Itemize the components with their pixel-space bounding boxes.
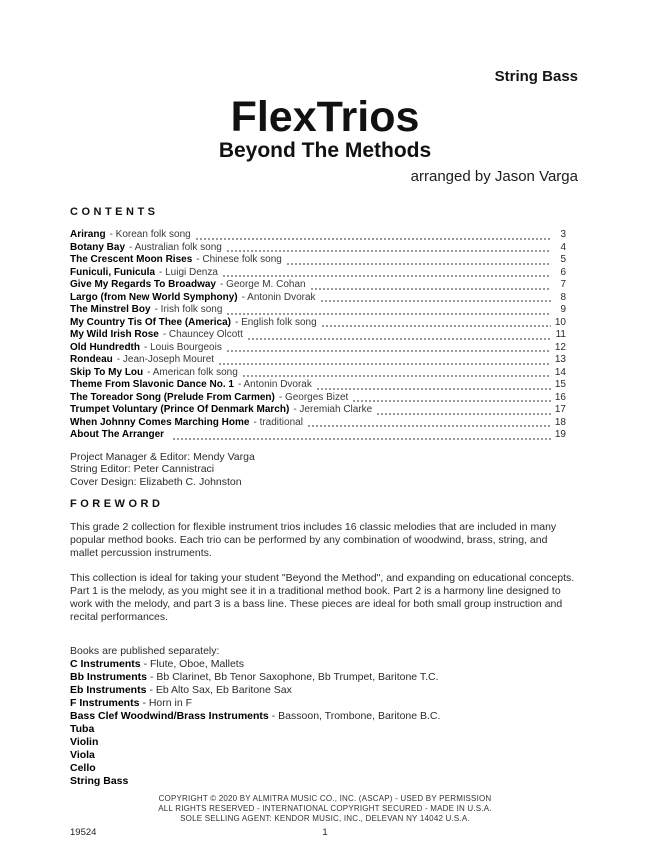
page-title: FlexTrios <box>230 93 420 141</box>
page-subtitle: Beyond The Methods <box>218 139 432 162</box>
toc-row <box>70 342 566 355</box>
toc-row <box>70 229 566 242</box>
credit-line: Project Manager & Editor: Mendy Varga <box>70 450 255 463</box>
copyright-block <box>70 794 580 824</box>
toc-page-number: 10 <box>554 316 566 328</box>
toc-row <box>70 392 566 405</box>
toc-row <box>70 317 566 330</box>
toc-composer: - traditional <box>253 416 303 428</box>
foreword-paragraph: This grade 2 collection for flexible instrument trios includes 16 classic melodies that are included in many popular method books. Each trio can be performed by any combination of woodwind, brass, string, and mallet percussion instruments. <box>70 521 557 559</box>
book-name: Tuba <box>70 723 95 735</box>
toc-page-number: 8 <box>560 291 566 303</box>
toc-row <box>70 267 566 280</box>
toc-page-number: 15 <box>554 379 566 390</box>
page-number: 1 <box>322 827 328 838</box>
book-item <box>70 775 580 788</box>
toc-song-title: Largo (from New World Symphony) <box>70 291 238 303</box>
book-name: Bass Clef Woodwind/Brass Instruments <box>70 710 269 722</box>
toc-page-number: 5 <box>560 254 566 265</box>
toc-row <box>70 329 566 342</box>
books-list <box>70 645 580 788</box>
toc-page-number: 12 <box>554 341 566 353</box>
toc-page-number: 19 <box>554 429 566 440</box>
toc-song-title: Botany Bay <box>70 241 126 253</box>
credit-line: Cover Design: Elizabeth C. Johnston <box>70 475 242 488</box>
toc-composer: - Chinese folk song <box>196 254 282 265</box>
toc-page-number: 16 <box>554 391 566 403</box>
book-name: Violin <box>70 736 99 748</box>
credit-line: String Editor: Peter Cannistraci <box>70 463 215 475</box>
toc-song-title: The Toreador Song (Prelude From Carmen) <box>70 391 275 403</box>
toc-composer: - Chauncey Olcott <box>162 329 243 340</box>
production-credits <box>70 451 580 489</box>
toc-page-number: 4 <box>560 241 566 253</box>
instrument-label: String Bass <box>494 68 578 85</box>
dot-leader <box>196 238 551 240</box>
dot-leader <box>248 338 551 340</box>
foreword-paragraph: This collection is ideal for taking your student "Beyond the Method", and expanding on educational concepts. Part 1 is the melody, as you might see it in a traditional method book. Part 2 is a harmony line designed to work with the melody, and part 3 is a bass line. These pieces are ideal for both small group instruction and recital performances. <box>70 572 575 623</box>
toc-song-title: When Johnny Comes Marching Home <box>70 416 250 428</box>
toc-song-title: My Country Tis Of Thee (America) <box>70 316 231 328</box>
toc-song-title: Theme From Slavonic Dance No. 1 <box>70 379 234 390</box>
book-item <box>70 749 580 762</box>
book-detail: - Horn in F <box>142 697 193 709</box>
book-item <box>70 762 580 775</box>
table-of-contents <box>70 229 566 442</box>
toc-song-title: Trumpet Voluntary (Prince Of Denmark March) <box>70 404 290 415</box>
foreword-heading: FOREWORD <box>70 498 164 510</box>
toc-composer: - Georges Bizet <box>278 391 349 403</box>
toc-song-title: The Crescent Moon Rises <box>70 254 193 265</box>
dot-leader <box>311 288 551 290</box>
toc-composer: - English folk song <box>234 316 317 328</box>
book-item <box>70 697 580 710</box>
toc-row <box>70 304 566 317</box>
book-name: Eb Instruments <box>70 684 147 696</box>
toc-page-number: 7 <box>560 279 566 290</box>
dot-leader <box>321 300 551 302</box>
toc-composer: - Antonin Dvorak <box>241 291 316 303</box>
book-item <box>70 671 580 684</box>
book-name: String Bass <box>70 775 129 787</box>
book-detail: - Eb Alto Sax, Eb Baritone Sax <box>149 684 292 696</box>
toc-song-title: The Minstrel Boy <box>70 304 151 315</box>
book-name: C Instruments <box>70 658 141 670</box>
dot-leader <box>322 325 551 327</box>
book-detail: - Bassoon, Trombone, Baritone B.C. <box>271 710 441 722</box>
book-item <box>70 658 580 671</box>
book-name: Bb Instruments <box>70 671 148 683</box>
toc-row <box>70 404 566 417</box>
toc-page-number: 11 <box>555 329 566 340</box>
toc-page-number: 3 <box>560 229 566 240</box>
toc-song-title: Arirang <box>70 229 106 240</box>
dot-leader <box>317 388 551 390</box>
book-name: Cello <box>70 762 96 774</box>
toc-song-title: Rondeau <box>70 354 113 365</box>
dot-leader <box>377 413 551 415</box>
books-intro: Books are published separately: <box>70 645 220 657</box>
dot-leader <box>219 363 551 365</box>
toc-row <box>70 279 566 292</box>
book-name: F Instruments <box>70 697 140 709</box>
copyright-line: ALL RIGHTS RESERVED - INTERNATIONAL COPYRIGHT SECURED - MADE IN U.S.A. <box>158 804 492 813</box>
book-detail: - Bb Clarinet, Bb Tenor Saxophone, Bb Trumpet, Baritone T.C. <box>150 671 439 683</box>
toc-row <box>70 417 566 430</box>
toc-composer: - Korean folk song <box>109 229 191 240</box>
toc-composer: - Jean-Joseph Mouret <box>116 354 215 365</box>
toc-page-number: 6 <box>560 266 566 278</box>
dot-leader <box>227 250 551 252</box>
book-name: Viola <box>70 749 95 761</box>
toc-song-title: About The Arranger <box>70 429 165 440</box>
dot-leader <box>308 425 551 427</box>
book-item <box>70 736 580 749</box>
book-item <box>70 684 580 697</box>
copyright-line: SOLE SELLING AGENT: KENDOR MUSIC, INC., DELEVAN NY 14042 U.S.A. <box>180 814 470 823</box>
toc-song-title: Old Hundredth <box>70 341 140 353</box>
dot-leader <box>227 313 551 315</box>
toc-page-number: 14 <box>554 366 566 378</box>
toc-song-title: My Wild Irish Rose <box>70 329 159 340</box>
toc-row <box>70 367 566 380</box>
toc-composer: - Australian folk song <box>129 241 222 253</box>
toc-composer: - Luigi Denza <box>159 266 218 278</box>
toc-row <box>70 379 566 392</box>
toc-row <box>70 254 566 267</box>
toc-page-number: 13 <box>554 354 566 365</box>
dot-leader <box>223 275 551 277</box>
toc-page-number: 9 <box>560 304 566 315</box>
toc-row <box>70 429 566 442</box>
page-footer-row <box>70 827 580 838</box>
dot-leader <box>243 375 551 377</box>
toc-composer: - Antonin Dvorak <box>237 379 312 390</box>
toc-composer: - George M. Cohan <box>219 279 306 290</box>
toc-page-number: 18 <box>554 416 566 428</box>
copyright-line: COPYRIGHT © 2020 BY ALMITRA MUSIC CO., INC. (ASCAP) - USED BY PERMISSION <box>158 794 492 803</box>
dot-leader <box>227 350 551 352</box>
toc-row <box>70 242 566 255</box>
toc-row <box>70 292 566 305</box>
book-item <box>70 723 580 736</box>
dot-leader <box>287 263 551 265</box>
toc-composer: - Irish folk song <box>154 304 223 315</box>
toc-song-title: Skip To My Lou <box>70 366 144 378</box>
toc-page-number: 17 <box>554 404 566 415</box>
dot-leader <box>353 400 551 402</box>
toc-song-title: Funiculi, Funicula <box>70 266 155 278</box>
toc-composer: - Louis Bourgeois <box>144 341 222 353</box>
arranger-credit: arranged by Jason Varga <box>410 168 578 185</box>
catalog-number: 19524 <box>70 827 97 838</box>
toc-composer: - American folk song <box>147 366 238 378</box>
book-item <box>70 710 580 723</box>
contents-heading: CONTENTS <box>70 206 159 218</box>
book-detail: - Flute, Oboe, Mallets <box>143 658 244 670</box>
toc-row <box>70 354 566 367</box>
toc-composer: - Jeremiah Clarke <box>293 404 373 415</box>
dot-leader <box>173 438 551 440</box>
toc-song-title: Give My Regards To Broadway <box>70 279 216 290</box>
